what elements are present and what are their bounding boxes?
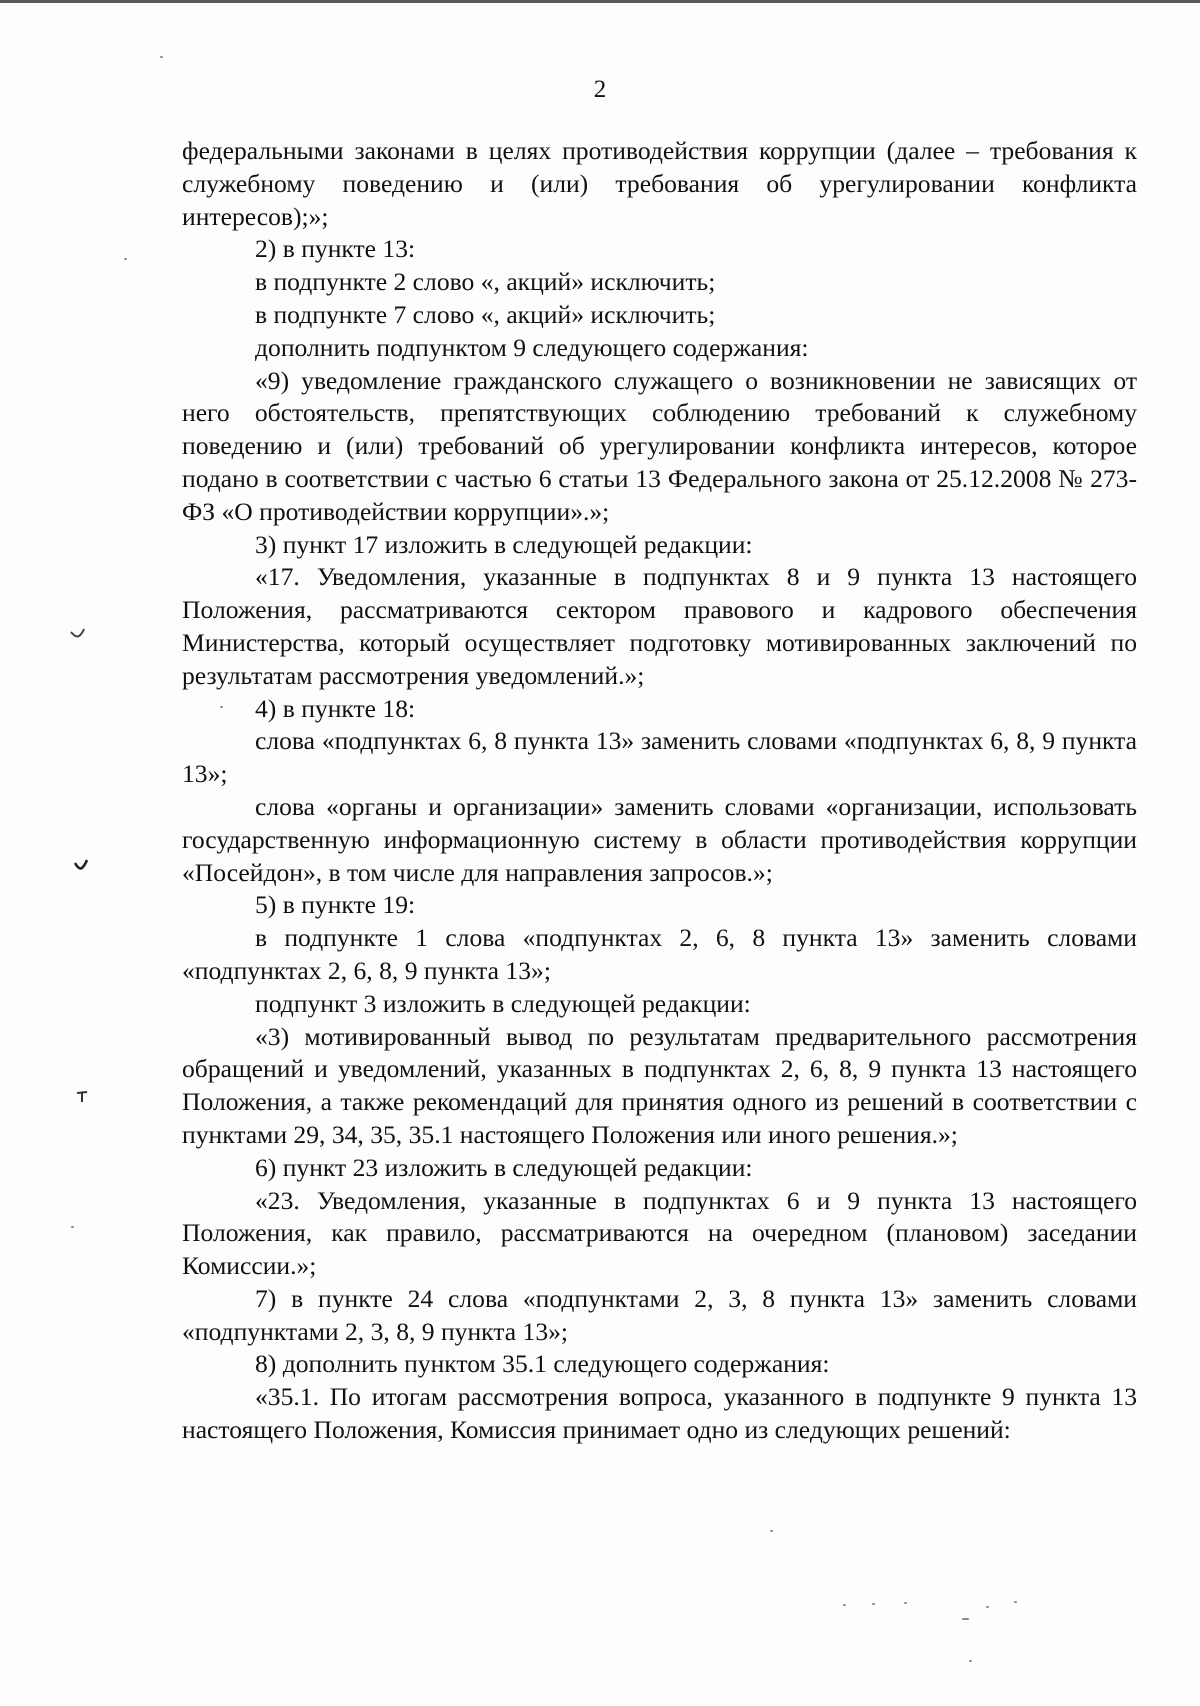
page-number: 2 [593, 76, 607, 103]
scan-artifact-dot [220, 706, 223, 708]
paragraph-item-8: 8) дополнить пунктом 35.1 следующего содержания: [255, 1349, 830, 1379]
scan-artifact-mark [75, 1090, 89, 1104]
scan-artifact-mark [73, 858, 89, 872]
paragraph: подпункт 3 изложить в следующей редакции: [255, 988, 751, 1018]
scan-artifact-dot [160, 56, 163, 58]
paragraph-quote-3: «3) мотивированный вывод по результатам предварительного рассмотрения обращений и уведомлений, указанных в подпунктах 2, 6, 8, 9 пункта 13 настоящего Положения, а также рекомендаций для принятия одного из решений в соответствии с пунктами 29, 34, 35, 35.1 настоящего Положения или иного решения.»; [182, 1021, 1137, 1149]
paragraph-item-7: 7) в пункте 24 слова «подпунктами 2, 3, 8 пункта 13» заменить словами «подпунктами 2, 3, 8, 9 пункта 13»; [182, 1283, 1137, 1346]
paragraph-quote-35-1: «35.1. По итогам рассмотрения вопроса, указанного в подпункте 9 пункта 13 настоящего Положения, Комиссия принимает одно из следующих решений: [182, 1382, 1137, 1445]
paragraph-item-3: 3) пункт 17 изложить в следующей редакции: [255, 529, 753, 559]
paragraph: в подпункте 1 слова «подпунктах 2, 6, 8 пункта 13» заменить словами «подпунктах 2, 6, 8, 9 пункта 13»; [182, 923, 1137, 985]
paragraph-item-5: 5) в пункте 19: [255, 890, 416, 920]
paragraph: в подпункте 7 слово «, акций» исключить; [255, 299, 716, 329]
paragraph-quote-9: «9) уведомление гражданского служащего о возникновении не зависящих от него обстоятельств, препятствующих соблюдению требований к служебному поведению и (или) требований об урегулировании конфликта интересов, которое подано в соответствии с частью 6 статьи 13 Федерального закона от 25.12.2008 № 273-ФЗ «О противодействии коррупции».»; [182, 365, 1137, 526]
scan-artifact-dot [770, 1530, 773, 1532]
paragraph: в подпункте 2 слово «, акций» исключить; [255, 267, 716, 297]
paragraph-quote-23: «23. Уведомления, указанные в подпунктах 6 и 9 пункта 13 настоящего Положения, как правило, рассматриваются на очередном (плановом) заседании Комиссии.»; [182, 1185, 1137, 1281]
scan-artifact-dot [986, 1606, 989, 1608]
scan-artifact-dot [962, 1618, 969, 1620]
scan-artifact-mark [70, 628, 86, 640]
scan-artifact-dot [904, 1602, 907, 1604]
scan-artifact-dot [71, 1226, 74, 1228]
paragraph-continuation: федеральными законами в целях противодействия коррупции (далее – требования к служебному поведению и (или) требования об урегулировании конфликта интересов);»; [182, 136, 1137, 231]
document-body [182, 135, 1137, 1447]
scan-artifact-dot [1014, 1601, 1017, 1603]
paragraph-item-4: 4) в пункте 18: [255, 693, 416, 723]
paragraph: дополнить подпунктом 9 следующего содержания: [255, 332, 809, 362]
paragraph-item-2: 2) в пункте 13: [255, 234, 416, 264]
paragraph-quote-17: «17. Уведомления, указанные в подпунктах 8 и 9 пункта 13 настоящего Положения, рассматриваются сектором правового и кадрового обеспечения Министерства, который осуществляет подготовку мотивированных заключений по результатам рассмотрения уведомлений.»; [182, 562, 1137, 690]
paragraph: слова «подпунктах 6, 8 пункта 13» заменить словами «подпунктах 6, 8, 9 пункта 13»; [182, 726, 1137, 789]
scan-artifact-dot [124, 258, 127, 260]
paragraph: слова «органы и организации» заменить словами «организации, использовать государственную информационную систему в области противодействия коррупции «Посейдон», в том числе для направления запросов.»; [182, 791, 1137, 887]
scan-artifact-dot [969, 1660, 972, 1662]
paragraph-item-6: 6) пункт 23 изложить в следующей редакции: [255, 1152, 753, 1182]
scan-top-edge [0, 0, 1200, 3]
scan-artifact-dot [843, 1604, 846, 1606]
scan-artifact-dot [872, 1603, 875, 1605]
